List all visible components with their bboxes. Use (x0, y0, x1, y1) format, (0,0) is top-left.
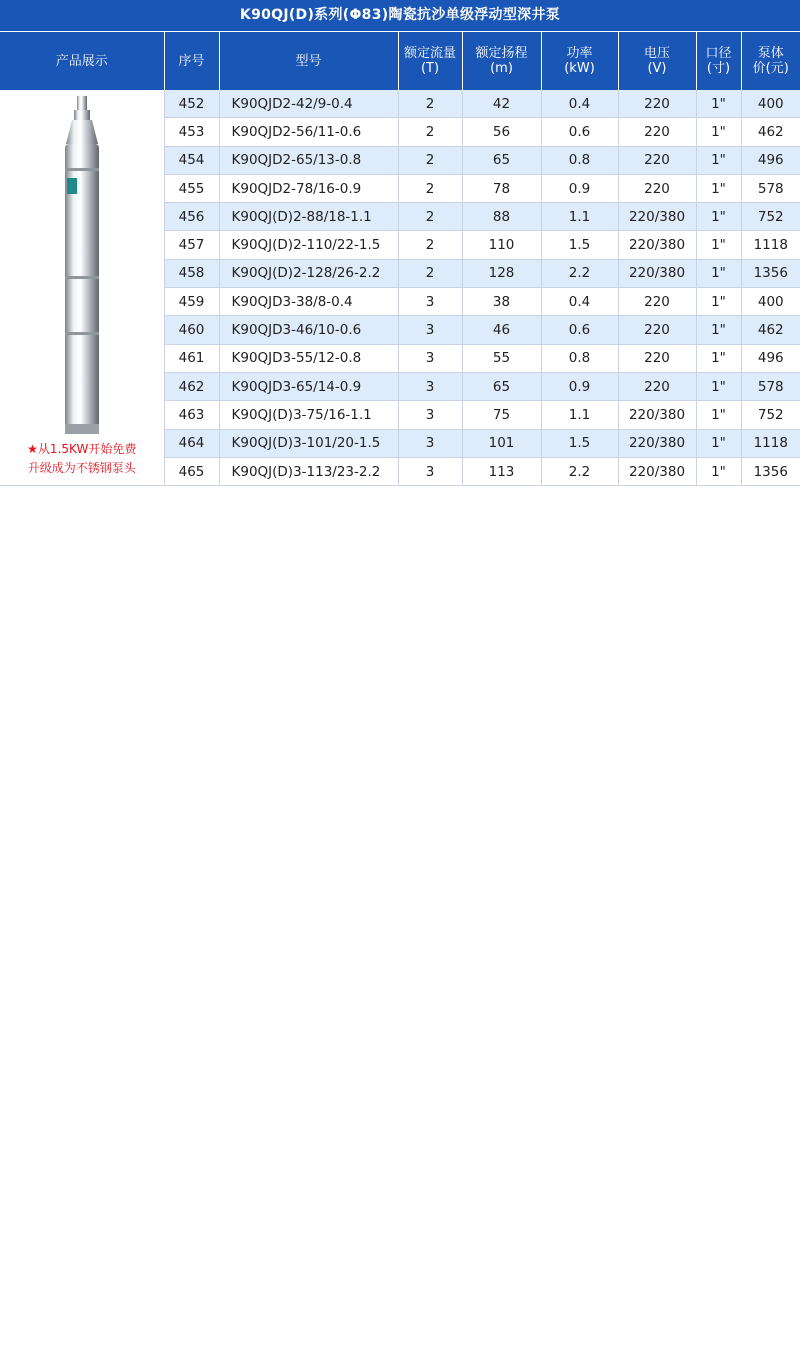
head-cell: 78 (462, 174, 541, 202)
seq-cell: 459 (164, 288, 219, 316)
power-cell: 0.8 (541, 146, 618, 174)
power-cell: 2.2 (541, 259, 618, 287)
price-cell: 1118 (741, 429, 800, 457)
caliber-cell: 1" (696, 146, 741, 174)
header-power: 功率 (kW) (541, 32, 618, 91)
voltage-cell: 220 (618, 316, 696, 344)
caliber-cell: 1" (696, 259, 741, 287)
seq-cell: 465 (164, 457, 219, 485)
caliber-cell: 1" (696, 118, 741, 146)
head-cell: 42 (462, 90, 541, 118)
power-cell: 0.9 (541, 372, 618, 400)
head-cell: 110 (462, 231, 541, 259)
spec-table (0, 31, 800, 486)
price-cell: 1356 (741, 457, 800, 485)
header-head: 额定扬程 (m) (462, 32, 541, 91)
voltage-cell: 220 (618, 288, 696, 316)
voltage-cell: 220 (618, 90, 696, 118)
voltage-cell: 220/380 (618, 259, 696, 287)
caliber-cell: 1" (696, 203, 741, 231)
model-cell: K90QJ(D)2-88/18-1.1 (219, 203, 398, 231)
seq-cell: 463 (164, 401, 219, 429)
flow-cell: 2 (398, 146, 462, 174)
price-cell: 578 (741, 372, 800, 400)
model-cell: K90QJD2-56/11-0.6 (219, 118, 398, 146)
price-cell: 752 (741, 401, 800, 429)
flow-cell: 2 (398, 231, 462, 259)
price-cell: 578 (741, 174, 800, 202)
power-cell: 1.1 (541, 401, 618, 429)
power-cell: 0.8 (541, 344, 618, 372)
model-cell: K90QJD3-65/14-0.9 (219, 372, 398, 400)
caliber-cell: 1" (696, 90, 741, 118)
head-cell: 75 (462, 401, 541, 429)
caliber-cell: 1" (696, 457, 741, 485)
header-price: 泵体 价(元) (741, 32, 800, 91)
power-cell: 0.9 (541, 174, 618, 202)
model-cell: K90QJ(D)3-75/16-1.1 (219, 401, 398, 429)
flow-cell: 2 (398, 118, 462, 146)
power-cell: 0.6 (541, 118, 618, 146)
seq-cell: 452 (164, 90, 219, 118)
voltage-cell: 220/380 (618, 231, 696, 259)
head-cell: 65 (462, 146, 541, 174)
table-row (0, 90, 800, 118)
seq-cell: 453 (164, 118, 219, 146)
seq-cell: 456 (164, 203, 219, 231)
flow-cell: 3 (398, 316, 462, 344)
voltage-cell: 220 (618, 146, 696, 174)
product-display-cell (0, 90, 164, 486)
header-voltage: 电压 (V) (618, 32, 696, 91)
table-body (0, 90, 800, 486)
model-cell: K90QJ(D)3-113/23-2.2 (219, 457, 398, 485)
caliber-cell: 1" (696, 344, 741, 372)
seq-cell: 462 (164, 372, 219, 400)
voltage-cell: 220 (618, 372, 696, 400)
head-cell: 88 (462, 203, 541, 231)
model-cell: K90QJD3-46/10-0.6 (219, 316, 398, 344)
model-cell: K90QJD3-38/8-0.4 (219, 288, 398, 316)
caliber-cell: 1" (696, 372, 741, 400)
flow-cell: 2 (398, 203, 462, 231)
flow-cell: 3 (398, 288, 462, 316)
model-cell: K90QJD2-42/9-0.4 (219, 90, 398, 118)
voltage-cell: 220/380 (618, 429, 696, 457)
head-cell: 65 (462, 372, 541, 400)
caliber-cell: 1" (696, 316, 741, 344)
voltage-cell: 220 (618, 344, 696, 372)
price-cell: 400 (741, 288, 800, 316)
head-cell: 128 (462, 259, 541, 287)
price-cell: 400 (741, 90, 800, 118)
seq-cell: 461 (164, 344, 219, 372)
head-cell: 113 (462, 457, 541, 485)
voltage-cell: 220/380 (618, 401, 696, 429)
flow-cell: 2 (398, 174, 462, 202)
caliber-cell: 1" (696, 174, 741, 202)
seq-cell: 458 (164, 259, 219, 287)
seq-cell: 464 (164, 429, 219, 457)
table-header (0, 32, 800, 91)
price-cell: 1118 (741, 231, 800, 259)
head-cell: 55 (462, 344, 541, 372)
flow-cell: 3 (398, 372, 462, 400)
voltage-cell: 220 (618, 118, 696, 146)
flow-cell: 3 (398, 429, 462, 457)
price-cell: 752 (741, 203, 800, 231)
power-cell: 0.4 (541, 288, 618, 316)
head-cell: 101 (462, 429, 541, 457)
power-cell: 0.4 (541, 90, 618, 118)
header-seq: 序号 (164, 32, 219, 91)
seq-cell: 454 (164, 146, 219, 174)
price-cell: 462 (741, 118, 800, 146)
flow-cell: 2 (398, 259, 462, 287)
seq-cell: 460 (164, 316, 219, 344)
price-cell: 1356 (741, 259, 800, 287)
table-title: K90QJ(D)系列(Φ83)陶瓷抗沙单级浮动型深井泵 (0, 0, 800, 31)
power-cell: 1.1 (541, 203, 618, 231)
caliber-cell: 1" (696, 429, 741, 457)
power-cell: 1.5 (541, 429, 618, 457)
price-cell: 462 (741, 316, 800, 344)
header-model: 型号 (219, 32, 398, 91)
head-cell: 56 (462, 118, 541, 146)
caliber-cell: 1" (696, 288, 741, 316)
voltage-cell: 220/380 (618, 203, 696, 231)
spec-sheet (0, 0, 800, 486)
seq-cell: 455 (164, 174, 219, 202)
caliber-cell: 1" (696, 401, 741, 429)
power-cell: 1.5 (541, 231, 618, 259)
upgrade-note: ★从1.5KW开始免费 升级成为不锈钢泵头 (27, 442, 137, 475)
model-cell: K90QJ(D)3-101/20-1.5 (219, 429, 398, 457)
pump-image (52, 96, 112, 436)
head-cell: 38 (462, 288, 541, 316)
model-cell: K90QJ(D)2-128/26-2.2 (219, 259, 398, 287)
power-cell: 0.6 (541, 316, 618, 344)
header-product: 产品展示 (0, 32, 164, 91)
model-cell: K90QJD3-55/12-0.8 (219, 344, 398, 372)
flow-cell: 2 (398, 90, 462, 118)
model-cell: K90QJD2-65/13-0.8 (219, 146, 398, 174)
flow-cell: 3 (398, 401, 462, 429)
power-cell: 2.2 (541, 457, 618, 485)
model-cell: K90QJD2-78/16-0.9 (219, 174, 398, 202)
caliber-cell: 1" (696, 231, 741, 259)
flow-cell: 3 (398, 457, 462, 485)
voltage-cell: 220 (618, 174, 696, 202)
flow-cell: 3 (398, 344, 462, 372)
price-cell: 496 (741, 344, 800, 372)
voltage-cell: 220/380 (618, 457, 696, 485)
model-cell: K90QJ(D)2-110/22-1.5 (219, 231, 398, 259)
header-flow: 额定流量 (T) (398, 32, 462, 91)
head-cell: 46 (462, 316, 541, 344)
price-cell: 496 (741, 146, 800, 174)
seq-cell: 457 (164, 231, 219, 259)
header-caliber: 口径 (寸) (696, 32, 741, 91)
